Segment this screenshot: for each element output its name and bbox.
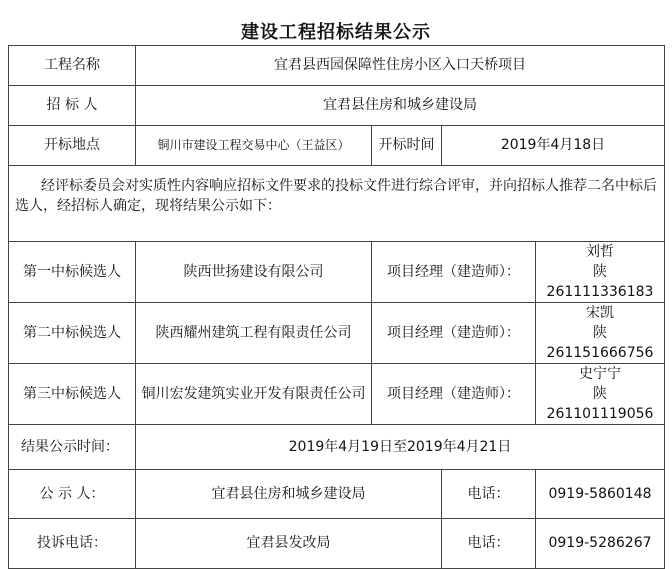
candidate-pm-label: 项目经理（建造师）： bbox=[372, 364, 536, 425]
opening-time-label: 开标时间 bbox=[372, 126, 442, 166]
opening-location-value: 铜川市建设工程交易中心（王益区） bbox=[136, 126, 372, 166]
candidate-pm bbox=[536, 303, 665, 364]
opening-time-value: 2019年4月18日 bbox=[442, 126, 665, 166]
candidate-rank: 第二中标候选人 bbox=[9, 303, 136, 364]
publisher-phone-label: 电话： bbox=[442, 470, 536, 519]
row-opening bbox=[9, 126, 665, 166]
publisher-label: 公 示 人： bbox=[9, 470, 136, 519]
candidate-rank: 第一中标候选人 bbox=[9, 242, 136, 303]
row-publicity-period bbox=[9, 425, 665, 470]
candidate-pm-name: 刘哲 bbox=[586, 244, 614, 260]
publisher-value: 宜君县住房和城乡建设局 bbox=[136, 470, 442, 519]
complaint-phone: 0919-5286267 bbox=[536, 519, 665, 569]
candidate-pm-label: 项目经理（建造师）： bbox=[372, 242, 536, 303]
row-tenderer bbox=[9, 86, 665, 126]
candidate-pm-label: 项目经理（建造师）： bbox=[372, 303, 536, 364]
candidate-company: 陕西世扬建设有限公司 bbox=[136, 242, 372, 303]
candidate-pm-cert: 陕261101119056 bbox=[546, 386, 654, 422]
complaint-value: 宜君县发改局 bbox=[136, 519, 442, 569]
publisher-phone: 0919-5860148 bbox=[536, 470, 665, 519]
tenderer-label: 招 标 人 bbox=[9, 86, 136, 126]
publicity-period-value: 2019年4月19日至2019年4月21日 bbox=[136, 425, 665, 470]
row-statement bbox=[9, 166, 665, 242]
candidate-pm-cert: 陕261151666756 bbox=[546, 325, 654, 361]
candidate-pm-name: 宋凯 bbox=[586, 305, 614, 321]
row-project-name bbox=[9, 46, 665, 86]
candidate-rank: 第三中标候选人 bbox=[9, 364, 136, 425]
row-publisher bbox=[9, 470, 665, 519]
project-name-label: 工程名称 bbox=[9, 46, 136, 86]
candidate-pm-cert: 陕261111336183 bbox=[546, 264, 654, 300]
publicity-period-label: 结果公示时间： bbox=[9, 425, 136, 470]
row-complaint bbox=[9, 519, 665, 569]
statement-text: 经评标委员会对实质性内容响应招标文件要求的投标文件进行综合评审，并向招标人推荐二名中标后选人，经招标人确定，现将结果公示如下： bbox=[15, 178, 657, 214]
candidate-pm bbox=[536, 242, 665, 303]
opening-location-label: 开标地点 bbox=[9, 126, 136, 166]
complaint-label: 投诉电话： bbox=[9, 519, 136, 569]
candidate-pm-name: 史宁宁 bbox=[579, 366, 621, 382]
candidate-pm bbox=[536, 364, 665, 425]
complaint-phone-label: 电话： bbox=[442, 519, 536, 569]
tenderer-value: 宜君县住房和城乡建设局 bbox=[136, 86, 665, 126]
candidate-row-1 bbox=[9, 242, 665, 303]
candidate-row-3 bbox=[9, 364, 665, 425]
project-name-value: 宜君县西园保障性住房小区入口天桥项目 bbox=[136, 46, 665, 86]
candidate-company: 陕西耀州建筑工程有限责任公司 bbox=[136, 303, 372, 364]
candidate-row-2 bbox=[9, 303, 665, 364]
tender-result-table bbox=[8, 45, 665, 569]
candidate-company: 铜川宏发建筑实业开发有限责任公司 bbox=[136, 364, 372, 425]
page-title: 建设工程招标结果公示 bbox=[241, 22, 431, 43]
